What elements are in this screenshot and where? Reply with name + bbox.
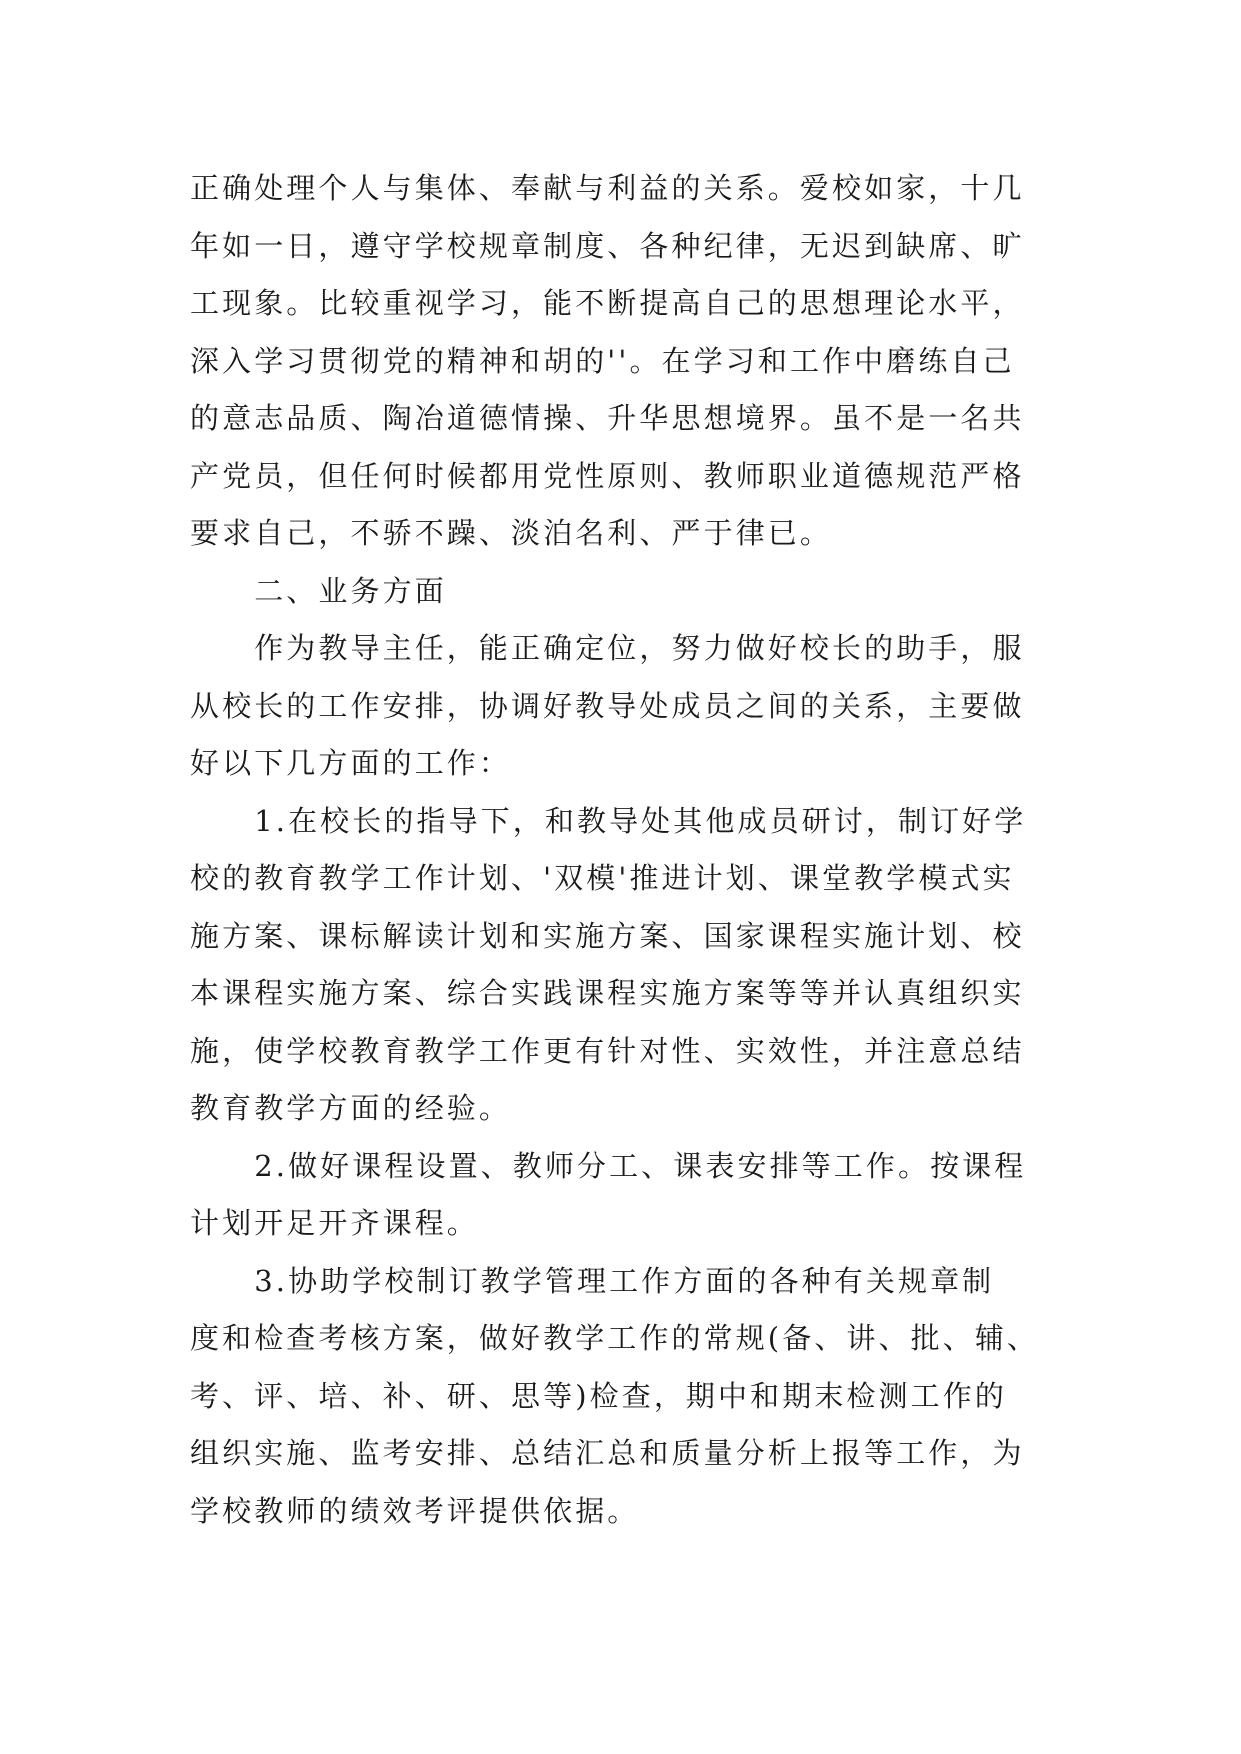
list-item-line: 施方案、课标解读计划和实施方案、国家课程实施计划、校 (190, 918, 1025, 953)
section-heading: 二、业务方面 (190, 573, 447, 608)
text-line: 要求自己，不骄不躁、淡泊名利、严于律已。 (190, 516, 833, 550)
text-line: 从校长的工作安排，协调好教导处成员之间的关系，主要做 (190, 688, 1025, 723)
text-line: 作为教导主任，能正确定位，努力做好校长的助手，服 (190, 631, 1025, 665)
text-line: 深入学习贯彻党的精神和胡的''。在学习和工作中磨练自己 (190, 343, 1015, 378)
text-line: 年如一日，遵守学校规章制度、各种纪律，无迟到缺席、旷 (190, 228, 1025, 263)
text-line: 的意志品质、陶冶道德情操、升华思想境界。虽不是一名共 (190, 401, 1025, 435)
text-line: 好以下几方面的工作： (190, 746, 512, 780)
list-item-line: 计划开足开齐课程。 (190, 1206, 479, 1240)
document-body (190, 160, 1070, 1540)
list-item-line: 本课程实施方案、综合实践课程实施方案等等并认真组织实 (190, 976, 1025, 1010)
list-item-line: 3.协助学校制订教学管理工作方面的各种有关规章制 (190, 1263, 995, 1298)
text-line: 产党员，但任何时候都用党性原则、教师职业道德规范严格 (190, 458, 1025, 493)
list-item-line: 2.做好课程设置、教师分工、课表安排等工作。按课程 (190, 1148, 1027, 1183)
text-line: 工现象。比较重视学习，能不断提高自己的思想理论水平， (190, 286, 1025, 320)
text-line: 正确处理个人与集体、奉献与利益的关系。爱校如家，十几 (190, 171, 1025, 205)
list-item-line: 组织实施、监考安排、总结汇总和质量分析上报等工作，为 (190, 1436, 1025, 1470)
list-item-line: 校的教育教学工作计划、'双模'推进计划、课堂教学模式实 (190, 861, 1015, 895)
list-item-line: 施，使学校教育教学工作更有针对性、实效性，并注意总结 (190, 1033, 1025, 1068)
list-item-line: 考、评、培、补、研、思等)检查，期中和期末检测工作的 (190, 1378, 1007, 1413)
list-item-line: 教育教学方面的经验。 (190, 1091, 512, 1125)
list-item-line: 1.在校长的指导下，和教导处其他成员研讨，制订好学 (190, 803, 1027, 838)
list-item-line: 学校教师的绩效考评提供依据。 (190, 1493, 640, 1528)
list-item-line: 度和检查考核方案，做好教学工作的常规(备、讲、批、辅、 (190, 1321, 1040, 1355)
